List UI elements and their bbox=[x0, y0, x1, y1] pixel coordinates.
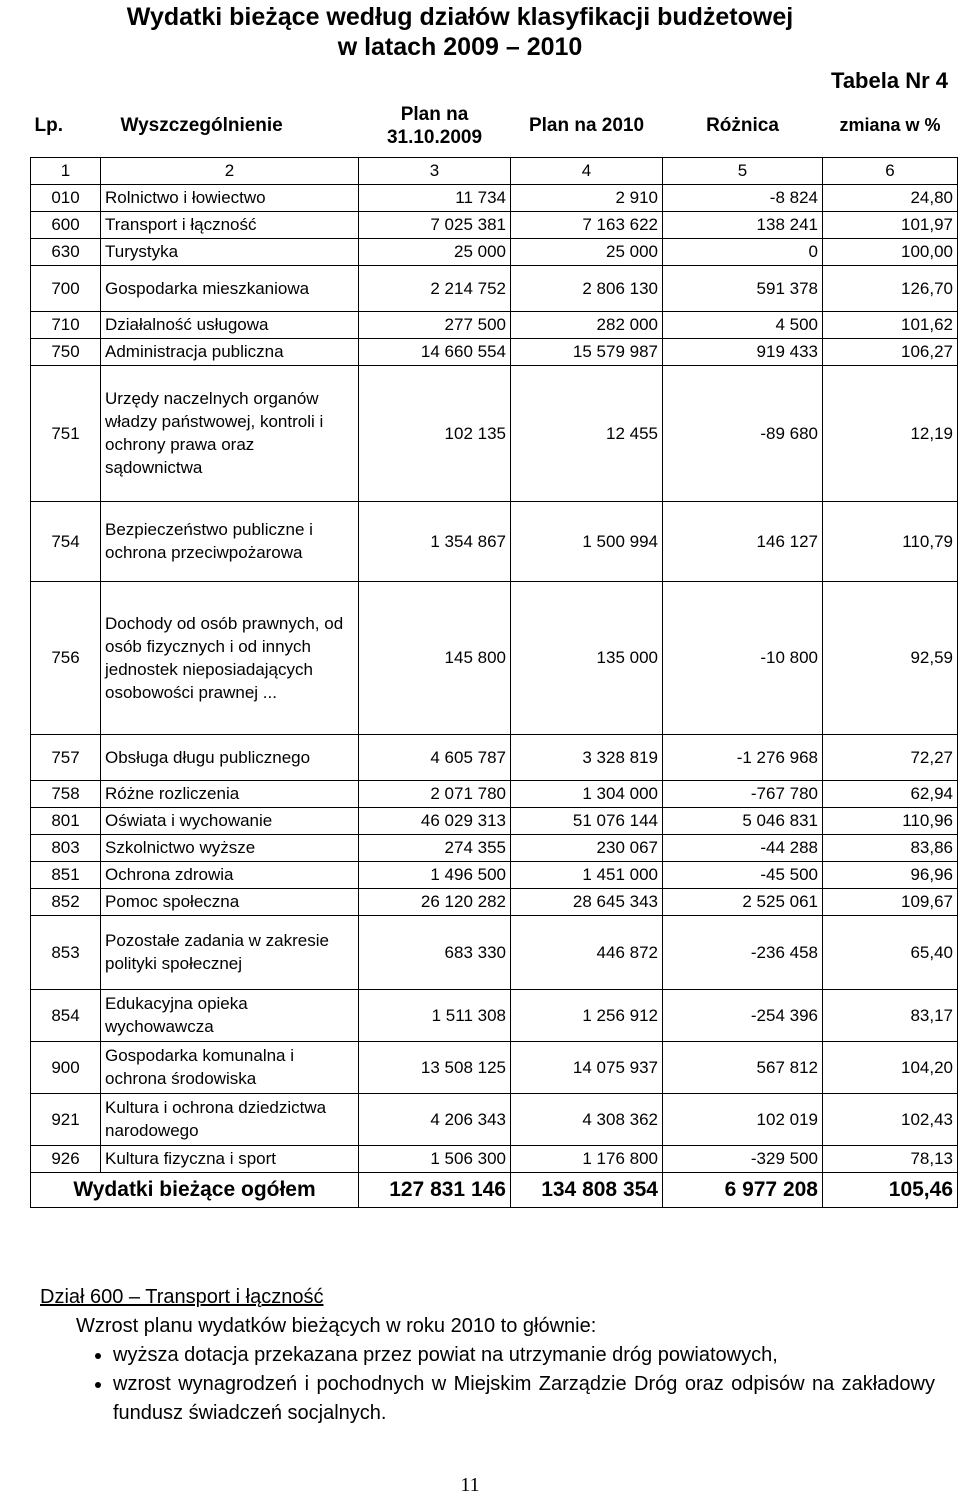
table-row bbox=[31, 915, 958, 989]
document-title-line2: w latach 2009 – 2010 bbox=[337, 33, 583, 61]
change-percent-value: 102,43 bbox=[823, 1093, 958, 1145]
note-bullet-list bbox=[40, 1341, 935, 1428]
change-percent-value: 83,17 bbox=[823, 989, 958, 1041]
note-heading: Dział 600 – Transport i łączność bbox=[40, 1286, 324, 1308]
section-code: 700 bbox=[31, 265, 101, 311]
table-row bbox=[31, 581, 958, 734]
change-percent-value: 12,19 bbox=[823, 365, 958, 501]
section-code: 803 bbox=[31, 834, 101, 861]
header-row bbox=[31, 95, 958, 157]
section-code: 801 bbox=[31, 807, 101, 834]
table-row bbox=[31, 265, 958, 311]
table-label: Tabela Nr 4 bbox=[831, 68, 948, 93]
plan-2009-value: 274 355 bbox=[359, 834, 511, 861]
header-lp: Lp. bbox=[31, 95, 101, 157]
plan-2009-value: 46 029 313 bbox=[359, 807, 511, 834]
difference-value: 138 241 bbox=[663, 211, 823, 238]
column-number-row bbox=[31, 157, 958, 184]
plan-2009-value: 277 500 bbox=[359, 311, 511, 338]
section-description: Edukacyjna opieka wychowawcza bbox=[101, 989, 359, 1041]
change-percent-value: 104,20 bbox=[823, 1041, 958, 1093]
total-plan-2010: 134 808 354 bbox=[511, 1172, 663, 1207]
section-description: Transport i łączność bbox=[101, 211, 359, 238]
change-percent-value: 110,96 bbox=[823, 807, 958, 834]
change-percent-value: 101,97 bbox=[823, 211, 958, 238]
plan-2010-value: 3 328 819 bbox=[511, 734, 663, 780]
table-row bbox=[31, 311, 958, 338]
section-description: Oświata i wychowanie bbox=[101, 807, 359, 834]
plan-2010-value: 51 076 144 bbox=[511, 807, 663, 834]
table-row bbox=[31, 1145, 958, 1172]
section-code: 758 bbox=[31, 780, 101, 807]
change-percent-value: 109,67 bbox=[823, 888, 958, 915]
plan-2010-value: 2 806 130 bbox=[511, 265, 663, 311]
plan-2009-value: 11 734 bbox=[359, 184, 511, 211]
change-percent-value: 100,00 bbox=[823, 238, 958, 265]
section-description: Działalność usługowa bbox=[101, 311, 359, 338]
total-difference: 6 977 208 bbox=[663, 1172, 823, 1207]
header-change-percent: zmiana w % bbox=[823, 95, 958, 157]
section-code: 851 bbox=[31, 861, 101, 888]
section-description: Dochody od osób prawnych, od osób fizycznych i od innych jednostek nieposiadających osobowości prawnej ... bbox=[101, 581, 359, 734]
section-description: Pozostałe zadania w zakresie polityki społecznej bbox=[101, 915, 359, 989]
document-title-line1: Wydatki bieżące według działów klasyfikacji budżetowej bbox=[126, 3, 794, 31]
table-row bbox=[31, 989, 958, 1041]
plan-2009-value: 7 025 381 bbox=[359, 211, 511, 238]
section-code: 010 bbox=[31, 184, 101, 211]
header-plan-2009: Plan na 31.10.2009 bbox=[359, 95, 511, 157]
plan-2009-value: 13 508 125 bbox=[359, 1041, 511, 1093]
section-code: 630 bbox=[31, 238, 101, 265]
section-code: 921 bbox=[31, 1093, 101, 1145]
section-code: 756 bbox=[31, 581, 101, 734]
plan-2010-value: 12 455 bbox=[511, 365, 663, 501]
note-bullet: • wzrost wynagrodzeń i pochodnych w Miejskim Zarządzie Dróg oraz odpisów na zakładowy fundusz świadczeń socjalnych. bbox=[113, 1370, 935, 1428]
section-description: Gospodarka mieszkaniowa bbox=[101, 265, 359, 311]
page-number: 11 bbox=[460, 1474, 480, 1496]
section-description: Gospodarka komunalna i ochrona środowiska bbox=[101, 1041, 359, 1093]
header-difference: Różnica bbox=[663, 95, 823, 157]
difference-value: -45 500 bbox=[663, 861, 823, 888]
difference-value: -767 780 bbox=[663, 780, 823, 807]
total-row bbox=[31, 1172, 958, 1207]
difference-value: 4 500 bbox=[663, 311, 823, 338]
note-bullet: • wyższa dotacja przekazana przez powiat na utrzymanie dróg powiatowych, bbox=[113, 1341, 935, 1370]
difference-value: -1 276 968 bbox=[663, 734, 823, 780]
total-label: Wydatki bieżące ogółem bbox=[31, 1172, 359, 1207]
plan-2010-value: 4 308 362 bbox=[511, 1093, 663, 1145]
section-description: Szkolnictwo wyższe bbox=[101, 834, 359, 861]
plan-2010-value: 1 304 000 bbox=[511, 780, 663, 807]
section-description: Kultura i ochrona dziedzictwa narodowego bbox=[101, 1093, 359, 1145]
plan-2009-value: 1 511 308 bbox=[359, 989, 511, 1041]
difference-value: 567 812 bbox=[663, 1041, 823, 1093]
difference-value: -10 800 bbox=[663, 581, 823, 734]
change-percent-value: 106,27 bbox=[823, 338, 958, 365]
table-row bbox=[31, 184, 958, 211]
section-description: Ochrona zdrowia bbox=[101, 861, 359, 888]
plan-2010-value: 282 000 bbox=[511, 311, 663, 338]
difference-value: 2 525 061 bbox=[663, 888, 823, 915]
note-intro: Wzrost planu wydatków bieżących w roku 2010 to głównie: bbox=[76, 1315, 597, 1337]
difference-value: -44 288 bbox=[663, 834, 823, 861]
table-row bbox=[31, 807, 958, 834]
change-percent-value: 62,94 bbox=[823, 780, 958, 807]
section-description: Administracja publiczna bbox=[101, 338, 359, 365]
section-description: Obsługa długu publicznego bbox=[101, 734, 359, 780]
change-percent-value: 65,40 bbox=[823, 915, 958, 989]
table-row bbox=[31, 1041, 958, 1093]
change-percent-value: 92,59 bbox=[823, 581, 958, 734]
change-percent-value: 78,13 bbox=[823, 1145, 958, 1172]
section-code: 926 bbox=[31, 1145, 101, 1172]
plan-2009-value: 25 000 bbox=[359, 238, 511, 265]
table-row bbox=[31, 834, 958, 861]
plan-2010-value: 14 075 937 bbox=[511, 1041, 663, 1093]
expenditure-table bbox=[30, 95, 958, 1208]
plan-2010-value: 1 451 000 bbox=[511, 861, 663, 888]
header-description: Wyszczególnienie bbox=[101, 95, 359, 157]
column-number: 1 bbox=[31, 157, 101, 184]
plan-2009-value: 26 120 282 bbox=[359, 888, 511, 915]
table-row bbox=[31, 1093, 958, 1145]
plan-2009-value: 2 071 780 bbox=[359, 780, 511, 807]
section-code: 757 bbox=[31, 734, 101, 780]
section-description: Różne rozliczenia bbox=[101, 780, 359, 807]
table-row bbox=[31, 780, 958, 807]
section-description: Rolnictwo i łowiectwo bbox=[101, 184, 359, 211]
column-number: 4 bbox=[511, 157, 663, 184]
plan-2009-value: 145 800 bbox=[359, 581, 511, 734]
plan-2009-value: 4 605 787 bbox=[359, 734, 511, 780]
plan-2009-value: 1 496 500 bbox=[359, 861, 511, 888]
section-code: 853 bbox=[31, 915, 101, 989]
section-code: 600 bbox=[31, 211, 101, 238]
section-code: 751 bbox=[31, 365, 101, 501]
section-code: 854 bbox=[31, 989, 101, 1041]
difference-value: 5 046 831 bbox=[663, 807, 823, 834]
table-row bbox=[31, 338, 958, 365]
column-number: 2 bbox=[101, 157, 359, 184]
change-percent-value: 101,62 bbox=[823, 311, 958, 338]
table-row bbox=[31, 861, 958, 888]
explanatory-note bbox=[40, 1283, 935, 1428]
difference-value: -329 500 bbox=[663, 1145, 823, 1172]
plan-2010-value: 7 163 622 bbox=[511, 211, 663, 238]
difference-value: 591 378 bbox=[663, 265, 823, 311]
difference-value: 146 127 bbox=[663, 501, 823, 581]
plan-2010-value: 1 176 800 bbox=[511, 1145, 663, 1172]
section-description: Pomoc społeczna bbox=[101, 888, 359, 915]
section-code: 710 bbox=[31, 311, 101, 338]
plan-2010-value: 230 067 bbox=[511, 834, 663, 861]
total-plan-2009: 127 831 146 bbox=[359, 1172, 511, 1207]
section-code: 754 bbox=[31, 501, 101, 581]
change-percent-value: 72,27 bbox=[823, 734, 958, 780]
plan-2010-value: 28 645 343 bbox=[511, 888, 663, 915]
plan-2010-value: 1 500 994 bbox=[511, 501, 663, 581]
section-description: Turystyka bbox=[101, 238, 359, 265]
section-code: 852 bbox=[31, 888, 101, 915]
section-description: Kultura fizyczna i sport bbox=[101, 1145, 359, 1172]
section-description: Bezpieczeństwo publiczne i ochrona przeciwpożarowa bbox=[101, 501, 359, 581]
section-code: 750 bbox=[31, 338, 101, 365]
difference-value: -236 458 bbox=[663, 915, 823, 989]
plan-2010-value: 446 872 bbox=[511, 915, 663, 989]
change-percent-value: 96,96 bbox=[823, 861, 958, 888]
column-number: 3 bbox=[359, 157, 511, 184]
plan-2009-value: 102 135 bbox=[359, 365, 511, 501]
plan-2010-value: 25 000 bbox=[511, 238, 663, 265]
plan-2009-value: 2 214 752 bbox=[359, 265, 511, 311]
table-row bbox=[31, 238, 958, 265]
change-percent-value: 126,70 bbox=[823, 265, 958, 311]
change-percent-value: 110,79 bbox=[823, 501, 958, 581]
table-row bbox=[31, 501, 958, 581]
table-row bbox=[31, 211, 958, 238]
difference-value: -8 824 bbox=[663, 184, 823, 211]
difference-value: 102 019 bbox=[663, 1093, 823, 1145]
plan-2009-value: 1 354 867 bbox=[359, 501, 511, 581]
difference-value: -254 396 bbox=[663, 989, 823, 1041]
total-change-percent: 105,46 bbox=[823, 1172, 958, 1207]
header-plan-2010: Plan na 2010 bbox=[511, 95, 663, 157]
difference-value: 919 433 bbox=[663, 338, 823, 365]
plan-2009-value: 1 506 300 bbox=[359, 1145, 511, 1172]
column-number: 6 bbox=[823, 157, 958, 184]
plan-2009-value: 683 330 bbox=[359, 915, 511, 989]
table-row bbox=[31, 888, 958, 915]
plan-2010-value: 1 256 912 bbox=[511, 989, 663, 1041]
change-percent-value: 24,80 bbox=[823, 184, 958, 211]
section-description: Urzędy naczelnych organów władzy państwowej, kontroli i ochrony prawa oraz sądownictwa bbox=[101, 365, 359, 501]
plan-2009-value: 4 206 343 bbox=[359, 1093, 511, 1145]
section-code: 900 bbox=[31, 1041, 101, 1093]
difference-value: -89 680 bbox=[663, 365, 823, 501]
column-number: 5 bbox=[663, 157, 823, 184]
plan-2010-value: 15 579 987 bbox=[511, 338, 663, 365]
change-percent-value: 83,86 bbox=[823, 834, 958, 861]
table-row bbox=[31, 365, 958, 501]
difference-value: 0 bbox=[663, 238, 823, 265]
plan-2009-value: 14 660 554 bbox=[359, 338, 511, 365]
plan-2010-value: 2 910 bbox=[511, 184, 663, 211]
plan-2010-value: 135 000 bbox=[511, 581, 663, 734]
table-row bbox=[31, 734, 958, 780]
